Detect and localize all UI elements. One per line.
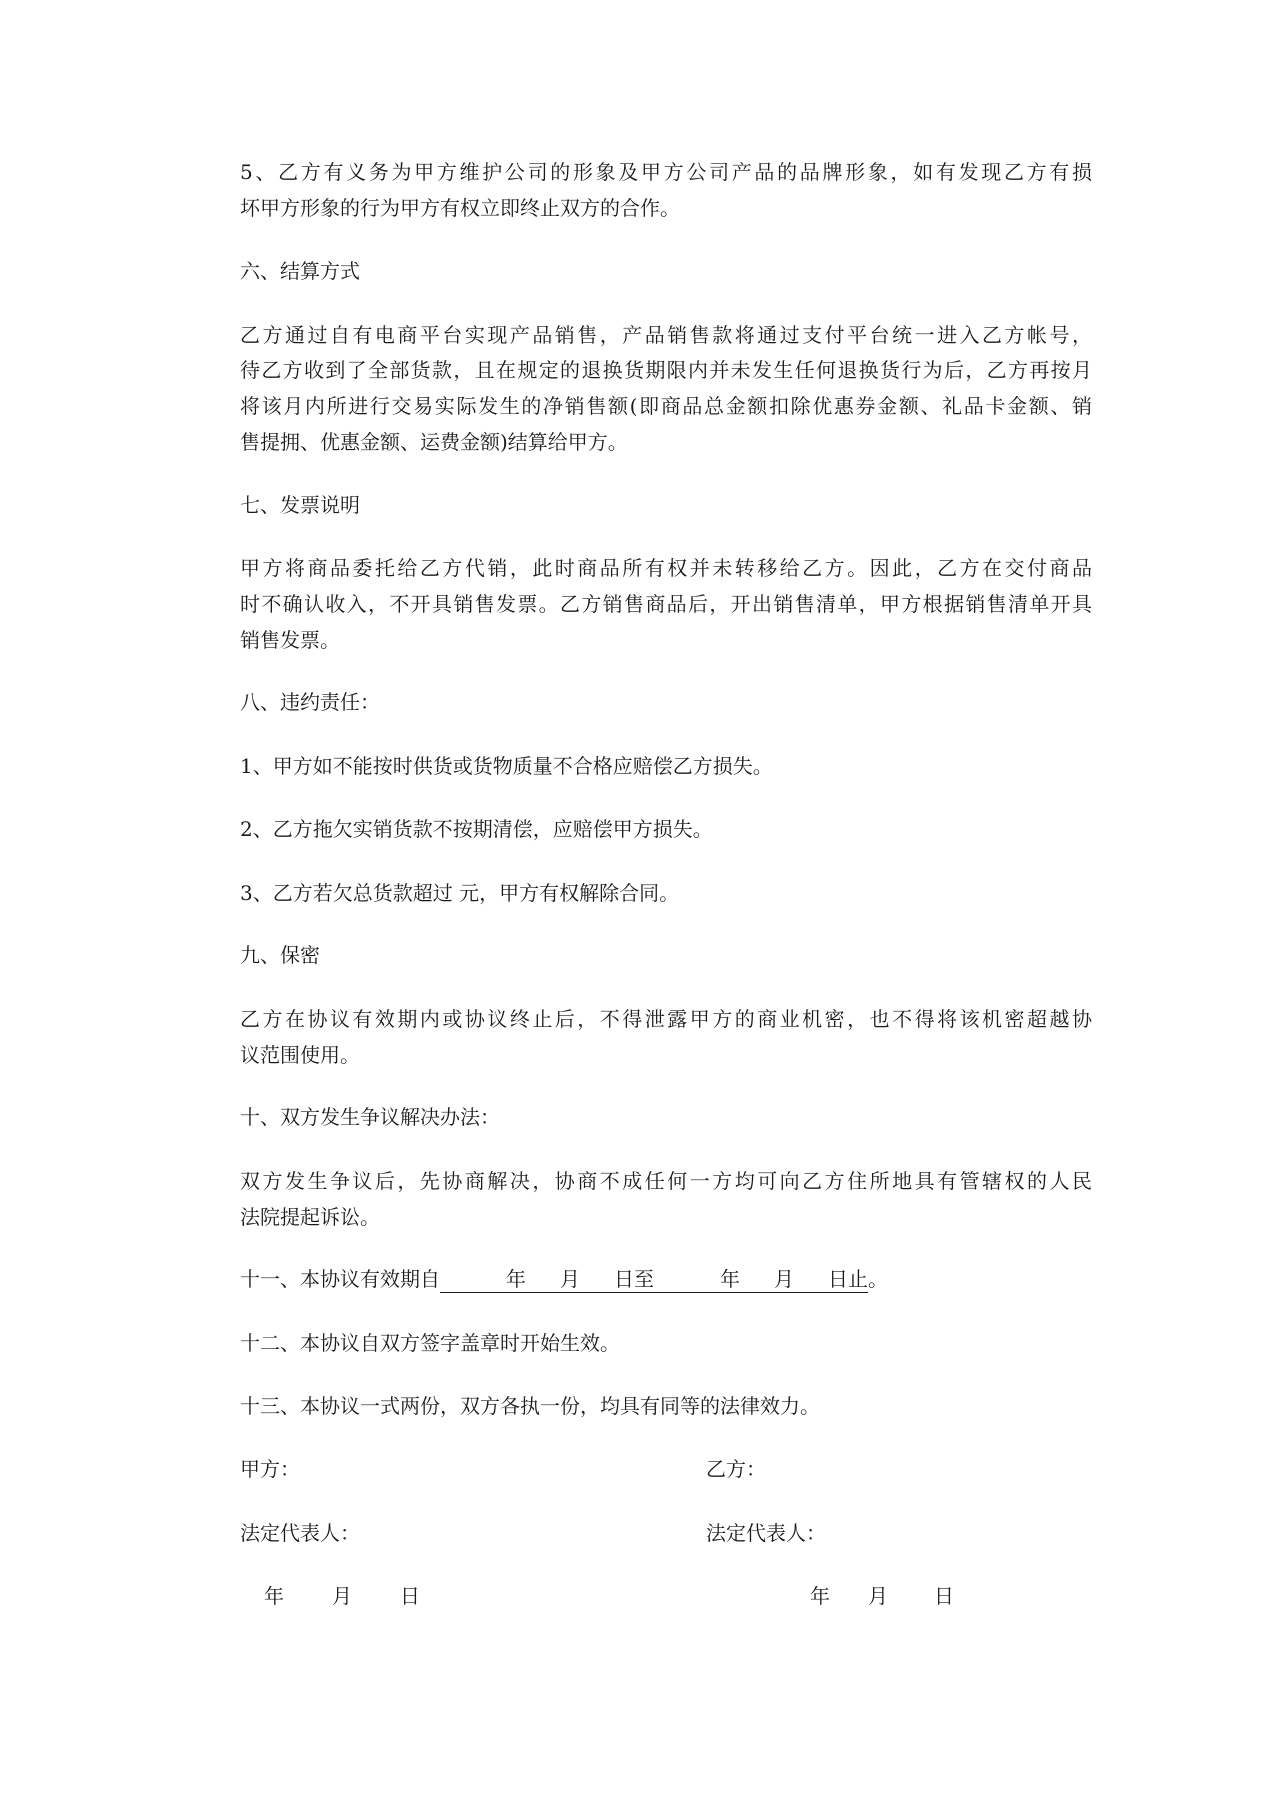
section7-line2: 时不确认收入，不开具销售发票。乙方销售商品后，开出销售清单，甲方根据销售清单开具 <box>240 592 1092 616</box>
section11-prefix: 十一、本协议有效期自 <box>240 1267 440 1291</box>
rep-b-label: 法定代表人： <box>706 1521 826 1545</box>
date-b-year: 年 <box>810 1584 830 1608</box>
start-day-to-label: 日至 <box>614 1267 654 1291</box>
section6-line3: 将该月内所进行交易实际发生的净销售额(即商品总金额扣除优惠券金额、礼品卡金额、销 <box>240 394 1092 418</box>
section9-heading: 九、保密 <box>240 943 320 967</box>
section8-item3: 3、乙方若欠总货款超过 元，甲方有权解除合同。 <box>240 881 680 905</box>
section9-line1: 乙方在协议有效期内或协议终止后，不得泄露甲方的商业机密，也不得将该机密超越协 <box>240 1007 1092 1031</box>
party-a-label: 甲方： <box>240 1457 300 1481</box>
section13-text: 十三、本协议一式两份，双方各执一份，均具有同等的法律效力。 <box>240 1394 820 1418</box>
section7-line3: 销售发票。 <box>240 628 340 652</box>
date-b-month: 月 <box>868 1584 888 1608</box>
clause5-line2: 坏甲方形象的行为甲方有权立即终止双方的合作。 <box>240 196 680 220</box>
section6-line1: 乙方通过自有电商平台实现产品销售，产品销售款将通过支付平台统一进入乙方帐号， <box>240 323 1092 347</box>
date-a-day: 日 <box>400 1584 420 1608</box>
section10-line2: 法院提起诉讼。 <box>240 1205 380 1229</box>
end-year-label: 年 <box>720 1267 740 1291</box>
section12-text: 十二、本协议自双方签字盖章时开始生效。 <box>240 1331 620 1355</box>
rep-a-label: 法定代表人： <box>240 1521 360 1545</box>
section8-item1: 1、甲方如不能按时供货或货物质量不合格应赔偿乙方损失。 <box>240 754 773 778</box>
section11-suffix: 。 <box>868 1267 888 1291</box>
section7-heading: 七、发票说明 <box>240 493 360 517</box>
start-month-label: 月 <box>560 1267 580 1291</box>
start-year-label: 年 <box>506 1267 526 1291</box>
end-day-label: 日止 <box>828 1267 868 1291</box>
section7-line1: 甲方将商品委托给乙方代销，此时商品所有权并未转移给乙方。因此，乙方在交付商品 <box>240 556 1092 580</box>
section6-line4: 售提拥、优惠金额、运费金额)结算给甲方。 <box>240 430 628 454</box>
section8-heading: 八、违约责任： <box>240 690 380 714</box>
validity-period-blank <box>440 1266 868 1293</box>
section10-line1: 双方发生争议后，先协商解决，协商不成任何一方均可向乙方住所地具有管辖权的人民 <box>240 1169 1092 1193</box>
section6-line2: 待乙方收到了全部货款，且在规定的退换货期限内并未发生任何退换货行为后，乙方再按月 <box>240 358 1092 382</box>
date-a-year: 年 <box>264 1584 284 1608</box>
section10-heading: 十、双方发生争议解决办法： <box>240 1105 500 1129</box>
section9-line2: 议范围使用。 <box>240 1043 360 1067</box>
clause5-line1: 5、乙方有义务为甲方维护公司的形象及甲方公司产品的品牌形象，如有发现乙方有损 <box>240 160 1092 184</box>
section6-heading: 六、结算方式 <box>240 259 360 283</box>
date-a-month: 月 <box>332 1584 352 1608</box>
party-b-label: 乙方： <box>706 1457 766 1481</box>
section8-item2: 2、乙方拖欠实销货款不按期清偿，应赔偿甲方损失。 <box>240 817 713 841</box>
section11-validity <box>240 1263 888 1295</box>
end-month-label: 月 <box>774 1267 794 1291</box>
date-b-day: 日 <box>934 1584 954 1608</box>
